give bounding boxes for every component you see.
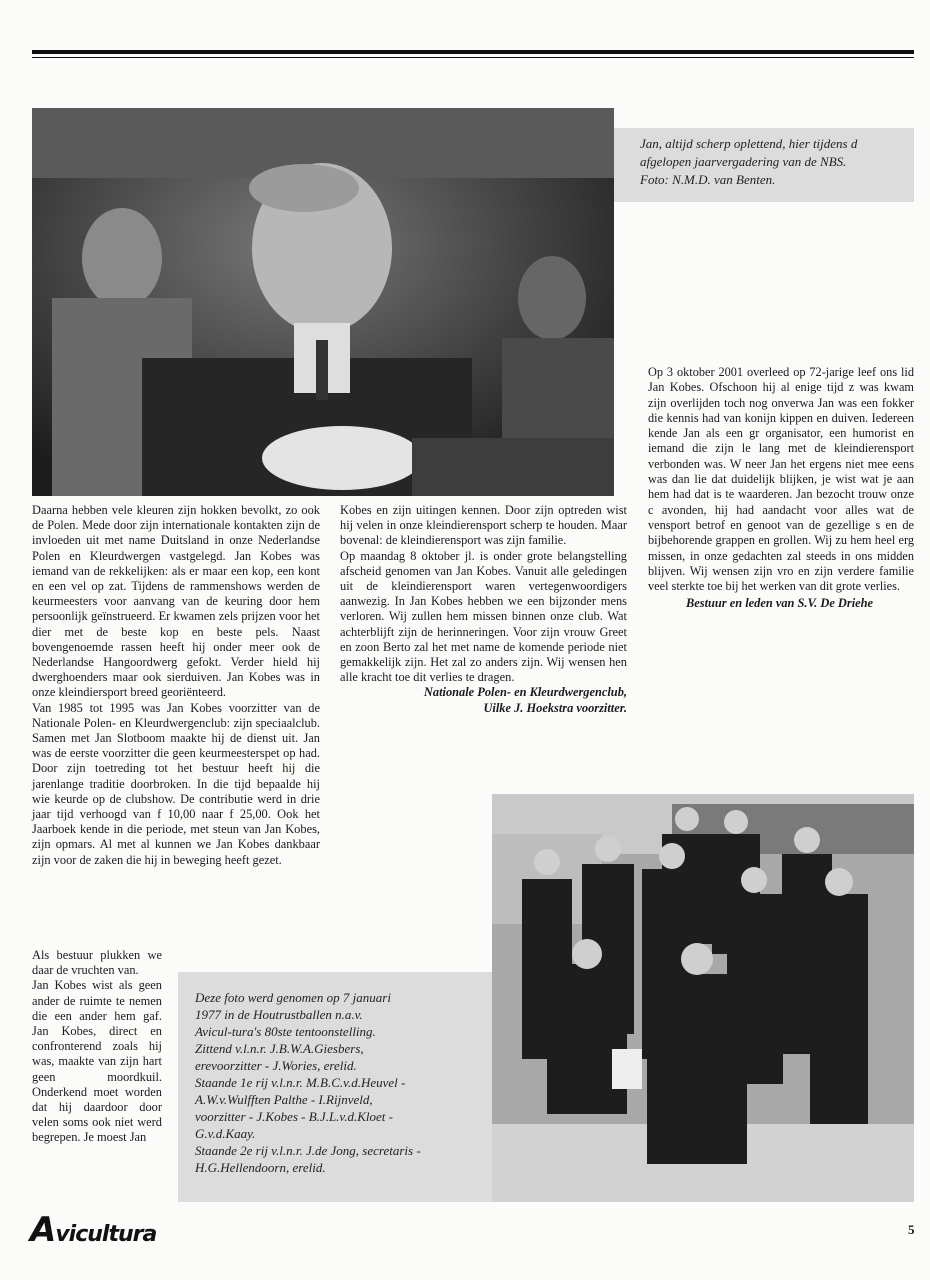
group-caption-line-4: Zittend v.l.n.r. J.B.W.A.Giesbers, — [195, 1041, 364, 1056]
group-caption-line-9: G.v.d.Kaay. — [195, 1126, 256, 1141]
left-article-p3: Als bestuur plukken we daar de vruchten van. — [32, 948, 162, 978]
page-number: 5 — [908, 1222, 915, 1237]
group-caption-line-8: voorzitter - J.Kobes - B.J.L.v.d.Kloet - — [195, 1109, 393, 1124]
middle-article-p1: Kobes en zijn uitingen kennen. Door zijn optreden wist hij velen in onze kleindierensport scherp te houden. Maar bovenal: de kleindierensport was zijn familie. — [340, 503, 627, 548]
logo-rest: vicultura — [55, 1222, 157, 1247]
group-caption-line-3: Avicul-tura's 80ste tentoonstelling. — [195, 1024, 376, 1039]
left-article-narrow — [32, 948, 162, 1146]
group-caption-line-1: Deze foto werd genomen op 7 januari — [195, 990, 391, 1005]
portrait-caption-line-1: Jan, altijd scherp oplettend, hier tijdens d — [640, 136, 858, 151]
group-photo — [492, 794, 914, 1202]
logo-initial: A — [30, 1210, 56, 1250]
group-caption-line-7: A.W.v.Wulfften Palthe - I.Rijnveld, — [195, 1092, 373, 1107]
avicultura-logo — [30, 1210, 156, 1250]
right-article-paragraph: Op 3 oktober 2001 overleed op 72-jarige leef ons lid Jan Kobes. Ofschoon hij al enige tijd z was kwam zijn overlijden toch nog onverwa Jan was een fokker die kennis had van konijn kippen en duiven. Iedereen kende Jan als een gr organisator, een humorist en iemand die zijn le lang met de kleindierensport verbonden was. W neer Jan het ergens niet mee eens was dan lie dat duidelijk blijken, je wist wat je aan hem had dat is te waarderen. Jan bezocht trouw onze c avonden, hij had aandacht voor alles wat de vensport betrof en genoot van de gezellige s en de bijbehorende grappen en grollen. Wij zu hem heel erg missen, in onze gedachten zal steeds in ons midden blijven. Wij wensen zijn vro en zijn verdere familie veel sterkte toe bij het werken van dit grote verlies. — [648, 365, 914, 594]
middle-article-signature-2: Uilke J. Hoekstra voorzitter. — [483, 700, 627, 715]
header-rule-thick — [32, 50, 914, 54]
left-article-top — [32, 503, 320, 868]
portrait-caption-line-3: Foto: N.M.D. van Benten. — [640, 172, 776, 187]
portrait-photo — [32, 108, 614, 496]
group-caption-line-11: H.G.Hellendoorn, erelid. — [195, 1160, 326, 1175]
right-article-signature: Bestuur en leden van S.V. De Driehe — [686, 596, 874, 611]
left-article-p2: Van 1985 tot 1995 was Jan Kobes voorzitter van de Nationale Polen- en Kleurdwergenclub: zijn speciaalclub. Samen met Jan Slotboom maakte hij de dienst uit. Jan was de eerste voorzitter die geen keurmeesterspet op had. Door zijn toetreding tot het bestuur heeft hij die jarenlange traditie doorbroken. In die tijd bepaalde hij wie keurde op de clubshow. De contributie werd in drie jaar tijd verhoogd van f 10,00 naar f 25,00. Ook het Jaarboek kende in die periode, met steun van Jan Kobes, zijn opmars. Al met al kunnen we Jan Kobes dankbaar zijn voor de zaken die hij in beweging heeft gezet. — [32, 700, 320, 867]
header-rule-thin — [32, 57, 914, 58]
group-caption-line-5: erevoorzitter - J.Wories, erelid. — [195, 1058, 357, 1073]
middle-article-p2: Op maandag 8 oktober jl. is onder grote belangstelling afscheid genomen van Jan Kobes. Vanuit alle geledingen uit de kleindierensport waren vertegenwoordigers aanwezig. In Jan Kobes hebben we een bijzonder mens verloren. Wij zullen hem missen binnen onze club. Wat achterblijft zijn de herinneringen. Voor zijn vrouw Greet en zoon Berto zal het met name de komende periode niet gemakkelijk zijn. Het zal zo anders zijn. Wij wensen hen alle kracht toe dit verlies te dragen. — [340, 548, 627, 685]
middle-article — [340, 503, 627, 716]
right-article — [648, 365, 914, 612]
left-article-p4: Jan Kobes wist als geen ander de ruimte te nemen die een ander hem gaf. Jan Kobes, direct en confronterend zoals hij was, maakte van zijn hart geen moordkuil. Onderkend moet worden dat hij daardoor door velen soms ook niet werd begrepen. Je moest Jan — [32, 978, 162, 1145]
left-article-p1: Daarna hebben vele kleuren zijn hokken bevolkt, zo ook de Polen. Mede door zijn internationale kontakten zijn de invloeden uit met name Duitsland in onze Nederlandse Polen en Kleurdwergen vastgelegd. Jan Kobes was iemand van de rekkelijken: als er maar een kop, een kont en een vel op zat. Tijdens de rammenshows werden de keurmeesters voor aanvang van de keuring door hem persoonlijk geïnstrueerd. Er kwamen zels prijzen voor het dier met de beste kop en beste pels. Naast bovengenoemde rassen heeft hij onder meer ook de Nederlandse Hangoordwerg gefokt. Verder hield hij dwerghoenders maar ook sierduiven. Jan Kobes was in onze kleindiersport breed georiënteerd. — [32, 503, 320, 700]
middle-article-signature-1: Nationale Polen- en Kleurdwergenclub, — [423, 685, 627, 700]
group-caption-line-10: Staande 2e rij v.l.n.r. J.de Jong, secretaris - — [195, 1143, 421, 1158]
group-caption-line-6: Staande 1e rij v.l.n.r. M.B.C.v.d.Heuvel - — [195, 1075, 406, 1090]
portrait-caption-line-2: afgelopen jaarvergadering van de NBS. — [640, 154, 847, 169]
group-caption-line-2: 1977 in de Houtrustballen n.a.v. — [195, 1007, 363, 1022]
